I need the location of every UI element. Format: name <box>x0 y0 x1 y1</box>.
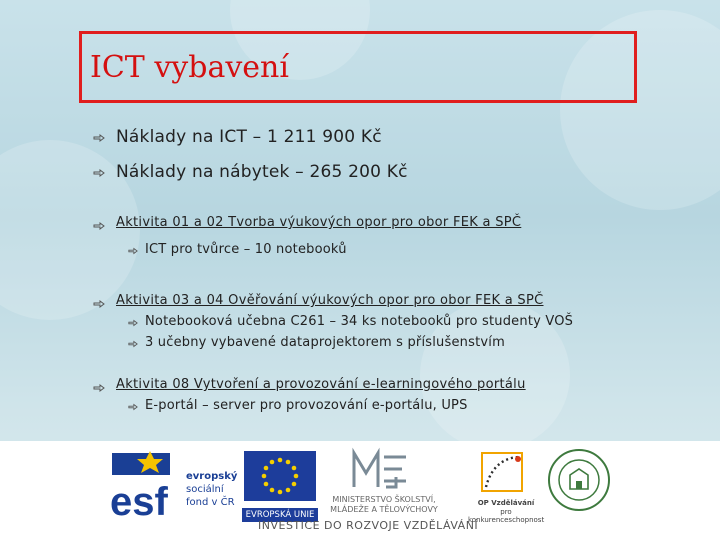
hand-pointing-icon <box>128 339 138 349</box>
bullet-item <box>93 127 382 147</box>
school-seal-logo <box>546 447 612 513</box>
hand-pointing-icon <box>128 402 138 412</box>
bullet-item <box>93 293 544 310</box>
bullet-text: Náklady na ICT – 1 211 900 Kč <box>116 127 382 147</box>
op-logo <box>468 449 545 524</box>
bullet-item <box>93 377 526 394</box>
sub-bullet-text: ICT pro tvůrce – 10 notebooků <box>145 242 347 257</box>
sub-bullet-item <box>128 335 505 350</box>
sub-bullet-item <box>128 314 573 329</box>
eu-flag-icon <box>244 451 316 501</box>
sub-bullet-text: Notebooková učebna C261 – 34 ks notebooků pro studenty VOŠ <box>145 314 574 329</box>
hand-pointing-icon <box>93 220 105 232</box>
footer-logo-bar <box>0 441 720 540</box>
sub-bullet-item <box>128 242 347 257</box>
msmt-mark-icon <box>350 447 410 491</box>
op-dotted-arc-icon <box>478 449 526 495</box>
eu-logo <box>244 451 316 523</box>
hand-pointing-icon <box>128 318 138 328</box>
bullet-text: Náklady na nábytek – 265 200 Kč <box>116 162 408 182</box>
esf-line3: fond v ČR <box>186 497 235 508</box>
hand-pointing-icon <box>93 167 105 179</box>
esf-logo <box>108 449 238 521</box>
op-line2: pro konkurenceschopnost <box>468 508 545 524</box>
activity-heading: Aktivita 01 a 02 Tvorba výukových opor pro obor FEK a SPČ <box>116 215 522 230</box>
esf-mark-icon <box>108 449 184 519</box>
hand-pointing-icon <box>128 246 138 256</box>
sub-bullet-text: 3 učebny vybavené dataprojektorem s příslušenstvím <box>145 335 505 350</box>
sub-bullet-item <box>128 398 468 413</box>
activity-heading: Aktivita 03 a 04 Ověřování výukových opor pro obor FEK a SPČ <box>116 293 544 308</box>
op-line1: OP Vzdělávání <box>477 499 535 507</box>
bullet-item <box>93 215 521 232</box>
msmt-line1: MINISTERSTVO ŠKOLSTVÍ, <box>332 495 436 504</box>
title-frame <box>79 31 637 103</box>
msmt-line2: MLÁDEŽE A TĚLOVÝCHOVY <box>330 505 438 514</box>
sub-bullet-text: E-portál – server pro provozování e-portálu, UPS <box>145 398 468 413</box>
esf-line1: evropský <box>186 471 238 482</box>
msmt-logo <box>322 447 442 517</box>
eu-label: EVROPSKÁ UNIE <box>242 508 318 522</box>
hand-pointing-icon <box>93 382 105 394</box>
bullet-item <box>93 162 408 182</box>
school-seal-icon <box>546 447 612 513</box>
svg-text:esf: esf <box>110 480 168 519</box>
esf-line2: sociální <box>186 484 224 495</box>
footer-caption: INVESTICE DO ROZVOJE VZDĚLÁVÁNÍ <box>258 519 479 532</box>
hand-pointing-icon <box>93 298 105 310</box>
activity-heading: Aktivita 08 Vytvoření a provozování e-learningového portálu <box>116 377 526 392</box>
slide-title: ICT vybavení <box>90 50 289 85</box>
hand-pointing-icon <box>93 132 105 144</box>
